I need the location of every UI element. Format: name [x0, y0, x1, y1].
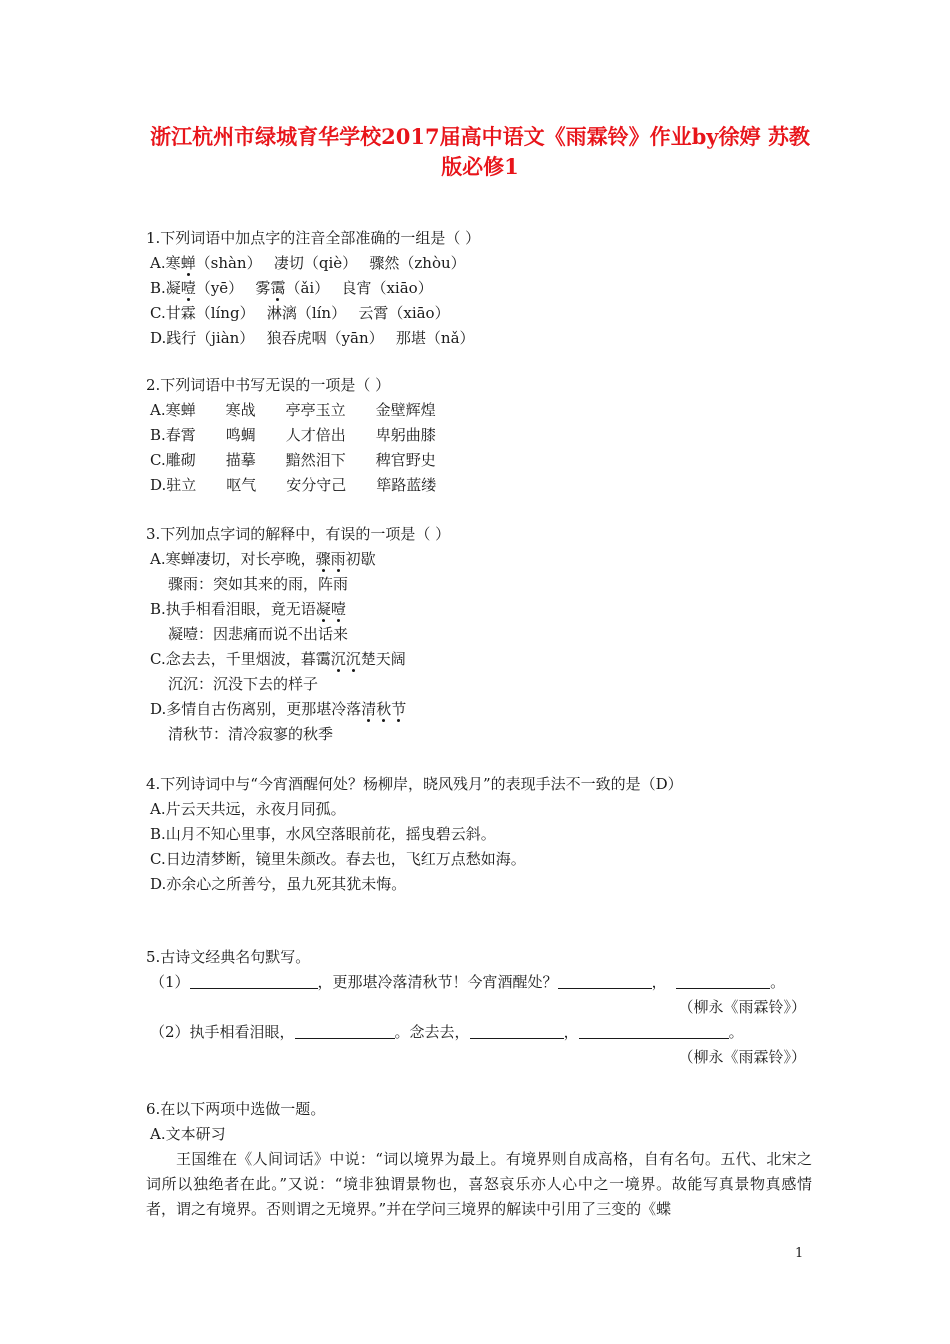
question-2-option-a: A.寒蝉 寒战 亭亭玉立 金壁辉煌 [150, 401, 436, 419]
question-4-option-a: A.片云天共远，永夜月同孤。 [150, 800, 346, 818]
emphasis-mark: 沉 [346, 647, 361, 672]
fill-blank[interactable] [190, 972, 318, 989]
question-1-option-b: B.凝噎（yē） 雾霭（ǎi） 良宵（xiāo） [146, 276, 816, 301]
emphasis-mark: 沉 [331, 647, 346, 672]
emphasis-mark: 霭 [270, 276, 285, 301]
question-3-option-a: A.寒蝉凄切，对长亭晚，骤雨初歇 [146, 547, 816, 572]
fill-blank[interactable] [676, 972, 770, 989]
page-number: 1 [795, 1246, 804, 1261]
question-1 [146, 226, 816, 351]
fill-blank[interactable] [470, 1022, 564, 1039]
question-1-stem: 1.下列词语中加点字的注音全部准确的一组是（ ） [146, 229, 481, 247]
emphasis-mark: 蝉 [181, 251, 196, 276]
source-attribution: （柳永《雨霖铃》） [678, 998, 806, 1016]
emphasis-mark: 噎 [181, 276, 196, 301]
question-6-stem: 6.在以下两项中选做一题。 [146, 1100, 326, 1118]
question-2 [146, 373, 816, 498]
question-5-item-1: （1） ，更那堪冷落清秋节！今宵酒醒处？ ， 。 [150, 973, 786, 991]
emphasis-mark: 秋 [376, 697, 391, 722]
question-4 [146, 772, 816, 897]
question-6 [146, 1097, 816, 1147]
question-2-option-b: B.春霄 鸣蜩 人才倍出 卑躬曲膝 [150, 426, 436, 444]
question-3-option-d: D.多情自古伤离别，更那堪冷落清秋节 [146, 697, 816, 722]
fill-blank[interactable] [558, 972, 652, 989]
question-2-option-c: C.雕砌 描摹 黯然泪下 稗官野史 [150, 451, 436, 469]
question-4-option-b: B.山月不知心里事，水风空落眼前花，摇曳碧云斜。 [150, 825, 496, 843]
fill-blank[interactable] [295, 1022, 395, 1039]
fill-blank[interactable] [579, 1022, 729, 1039]
emphasis-mark: 清 [361, 697, 376, 722]
question-3-explanation-a: 骤雨：突如其来的雨，阵雨 [168, 575, 349, 593]
question-3-explanation-c: 沉沉：沉没下去的样子 [168, 675, 319, 693]
question-4-option-d: D.亦余心之所善兮，虽九死其犹未悔。 [150, 875, 407, 893]
question-4-option-c: C.日边清梦断，镜里朱颜改。春去也，飞红万点愁如海。 [150, 850, 526, 868]
emphasis-mark: 凝 [316, 597, 331, 622]
question-1-option-d: D.践行（jiàn） 狼吞虎咽（yān） 那堪（nǎ） [150, 329, 475, 347]
question-2-stem: 2.下列词语中书写无误的一项是（ ） [146, 376, 391, 394]
question-5 [146, 945, 816, 1070]
question-3-explanation-b: 凝噎：因悲痛而说不出话来 [168, 625, 349, 643]
question-3 [146, 522, 816, 747]
question-2-option-d: D.驻立 呕气 安分守己 筚路蓝缕 [150, 476, 437, 494]
question-6-option-a: A.文本研习 [150, 1125, 226, 1143]
question-1-option-c: C.甘霖（líng） 淋漓（lín） 云霄（xiāo） [150, 304, 450, 322]
question-5-item-2: （2）执手相看泪眼， 。念去去， ， 。 [150, 1023, 744, 1041]
source-attribution: （柳永《雨霖铃》） [678, 1048, 806, 1066]
emphasis-mark: 节 [391, 697, 406, 722]
question-3-option-b: B.执手相看泪眼，竟无语凝噎 [146, 597, 816, 622]
emphasis-mark: 雨 [331, 547, 346, 572]
page-title: 浙江杭州市绿城育华学校2017届高中语文《雨霖铃》作业by徐婷 苏教版必修1 [150, 124, 810, 179]
question-5-stem: 5.古诗文经典名句默写。 [146, 948, 311, 966]
question-3-explanation-d: 清秋节：清冷寂寥的秋季 [168, 725, 334, 743]
question-3-stem: 3.下列加点字词的解释中，有误的一项是（ ） [146, 525, 451, 543]
question-3-option-c: C.念去去，千里烟波，暮霭沉沉楚天阔 [146, 647, 816, 672]
question-4-stem: 4.下列诗词中与“今宵酒醒何处？杨柳岸，晓风残月”的表现手法不一致的是（D） [146, 775, 683, 793]
emphasis-mark: 噎 [331, 597, 346, 622]
question-1-option-a: A.寒蝉（shàn） 凄切（qiè） 骤然（zhòu） [146, 251, 816, 276]
emphasis-mark: 骤 [316, 547, 331, 572]
question-6-passage: 王国维在《人间词话》中说：“词以境界为最上。有境界则自成高格，自有名句。五代、北宋之词所以独绝者在此。”又说：“境非独谓景物也，喜怒哀乐亦人心中之一境界。故能写真景物真感情者，谓之有境界。否则谓之无境界。”并在学问三境界的解读中引用了三变的《蝶 [146, 1150, 812, 1218]
